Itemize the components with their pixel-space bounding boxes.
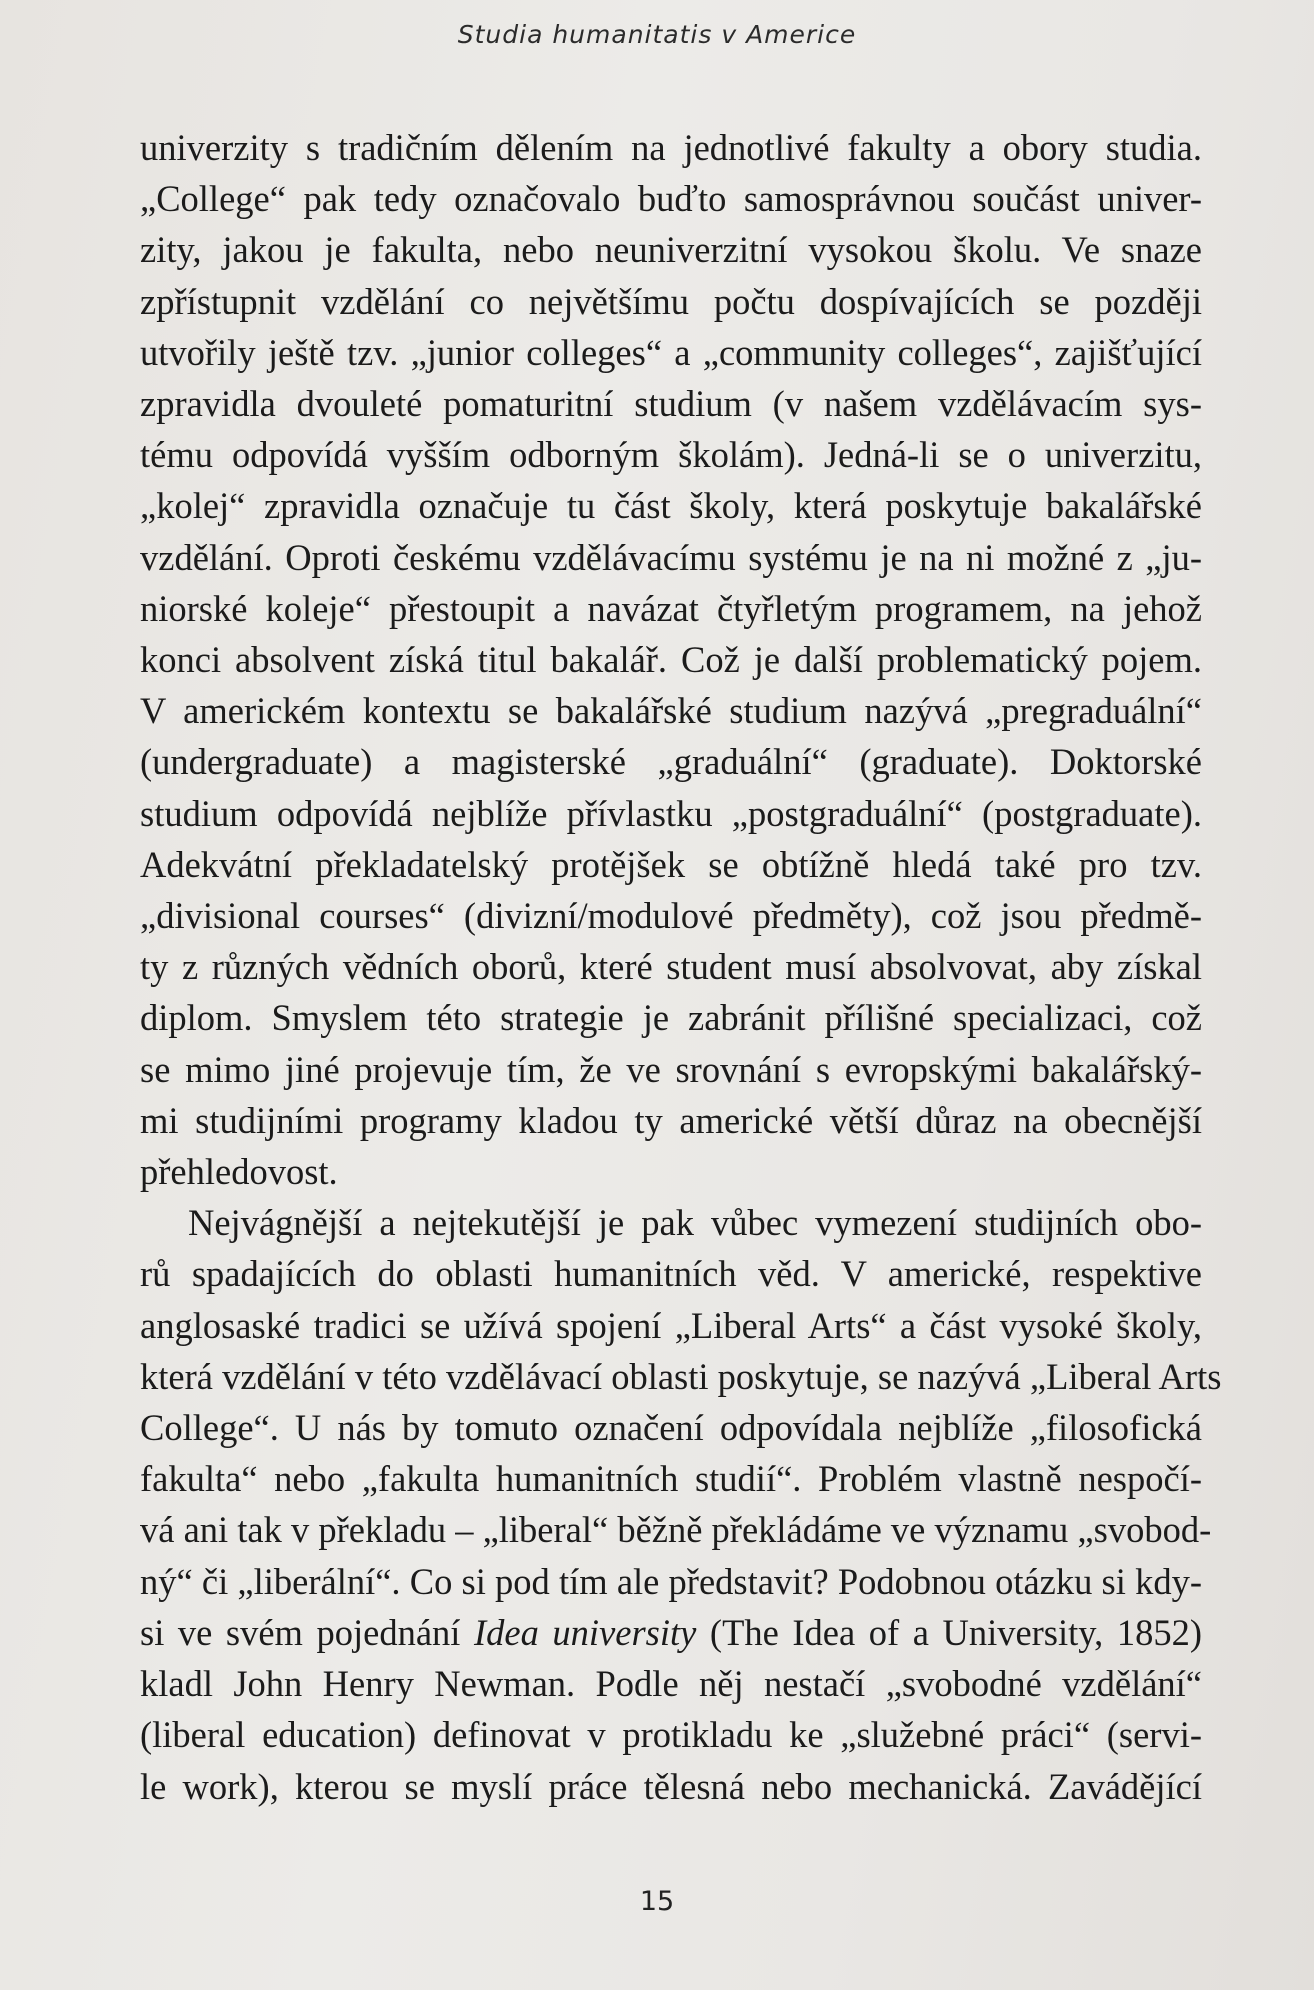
text-line: zity, jakou je fakulta, nebo neuniverzitní vysokou školu. Ve snaze [140,229,1202,271]
text-line: fakulta“ nebo „fakulta humanitních studií“. Problém vlastně nespočí- [140,1458,1202,1500]
text-fragment: (The Idea of a University, 1852) [709,1611,1203,1653]
text-line: rů spadajících do oblasti humanitních věd. V americké, respektive [140,1253,1202,1295]
text-line: univerzity s tradičním dělením na jednotlivé fakulty a obory studia. [140,127,1202,168]
text-line-with-title [140,1607,1202,1658]
body-text [140,122,1222,1812]
text-line: kladl John Henry Newman. Podle něj nestačí „svobodné vzdělání“ [140,1663,1202,1705]
paragraph-2 [140,1197,1222,1811]
text-line: se mimo jiné projevuje tím, že ve srovnání s evropskými bakalářský- [140,1048,1202,1090]
text-line: niorské koleje“ přestoupit a navázat čtyřletým programem, na jehož [140,587,1202,629]
text-line: tému odpovídá vyšším odborným školám). Jedná-li se o univerzitu, [140,434,1202,476]
text-line: zpřístupnit vzdělání co největšímu počtu dospívajících se později [140,280,1202,322]
text-line: „divisional courses“ (divizní/modulové předměty), což jsou předmě- [140,895,1202,937]
text-line: Nejvágnější a nejtekutější je pak vůbec vymezení studijních obo- [188,1202,1202,1244]
text-line: ný“ či „liberální“. Co si pod tím ale představit? Podobnou otázku si kdy- [140,1560,1202,1602]
paragraph-1 [140,122,1202,1197]
text-fragment: si ve svém pojednání [140,1611,461,1653]
book-title: Idea university [474,1611,697,1653]
text-line: „kolej“ zpravidla označuje tu část školy, která poskytuje bakalářské [140,485,1202,527]
running-header: Studia humanitatis v Americe [457,20,857,49]
text-line: (undergraduate) a magisterské „graduální“ (graduate). Doktorské [140,741,1202,783]
text-line: zpravidla dvouleté pomaturitní studium (v našem vzdělávacím sys- [140,383,1202,425]
text-line: „College“ pak tedy označovalo buďto samosprávnou součást univer- [140,178,1202,220]
text-line: V americkém kontextu se bakalářské studium nazývá „pregraduální“ [140,690,1202,732]
text-line: která vzdělání v této vzdělávací oblasti poskytuje, se nazývá „Liberal Arts [140,1355,1222,1397]
text-line: vá ani tak v překladu – „liberal“ běžně překládáme ve významu „svobod- [140,1509,1212,1551]
text-line: anglosaské tradici se užívá spojení „Liberal Arts“ a část vysoké školy, [140,1304,1202,1346]
text-line: utvořily ještě tzv. „junior colleges“ a „community colleges“, zajišťující [140,331,1202,373]
text-line: ty z různých vědních oborů, které student musí absolvovat, aby získal [140,946,1202,988]
text-line: studium odpovídá nejblíže přívlastku „postgraduální“ (postgraduate). [140,792,1202,834]
text-line: diplom. Smyslem této strategie je zabránit přílišné specializaci, což [140,997,1202,1039]
text-line: konci absolvent získá titul bakalář. Což je další problematický pojem. [140,639,1202,681]
text-line: College“. U nás by tomuto označení odpovídala nejblíže „filosofická [140,1407,1202,1449]
text-line: le work), kterou se myslí práce tělesná nebo mechanická. Zavádějící [140,1765,1202,1807]
text-line: mi studijními programy kladou ty americké větší důraz na obecnější [140,1099,1202,1141]
text-line: vzdělání. Oproti českému vzdělávacímu systému je na ni možné z „ju- [140,536,1202,578]
page-number: 15 [639,1886,675,1917]
text-line: přehledovost. [140,1151,338,1193]
text-line: (liberal education) definovat v protikladu ke „služebné práci“ (servi- [140,1714,1202,1756]
text-line: Adekvátní překladatelský protějšek se obtížně hledá také pro tzv. [140,843,1202,885]
